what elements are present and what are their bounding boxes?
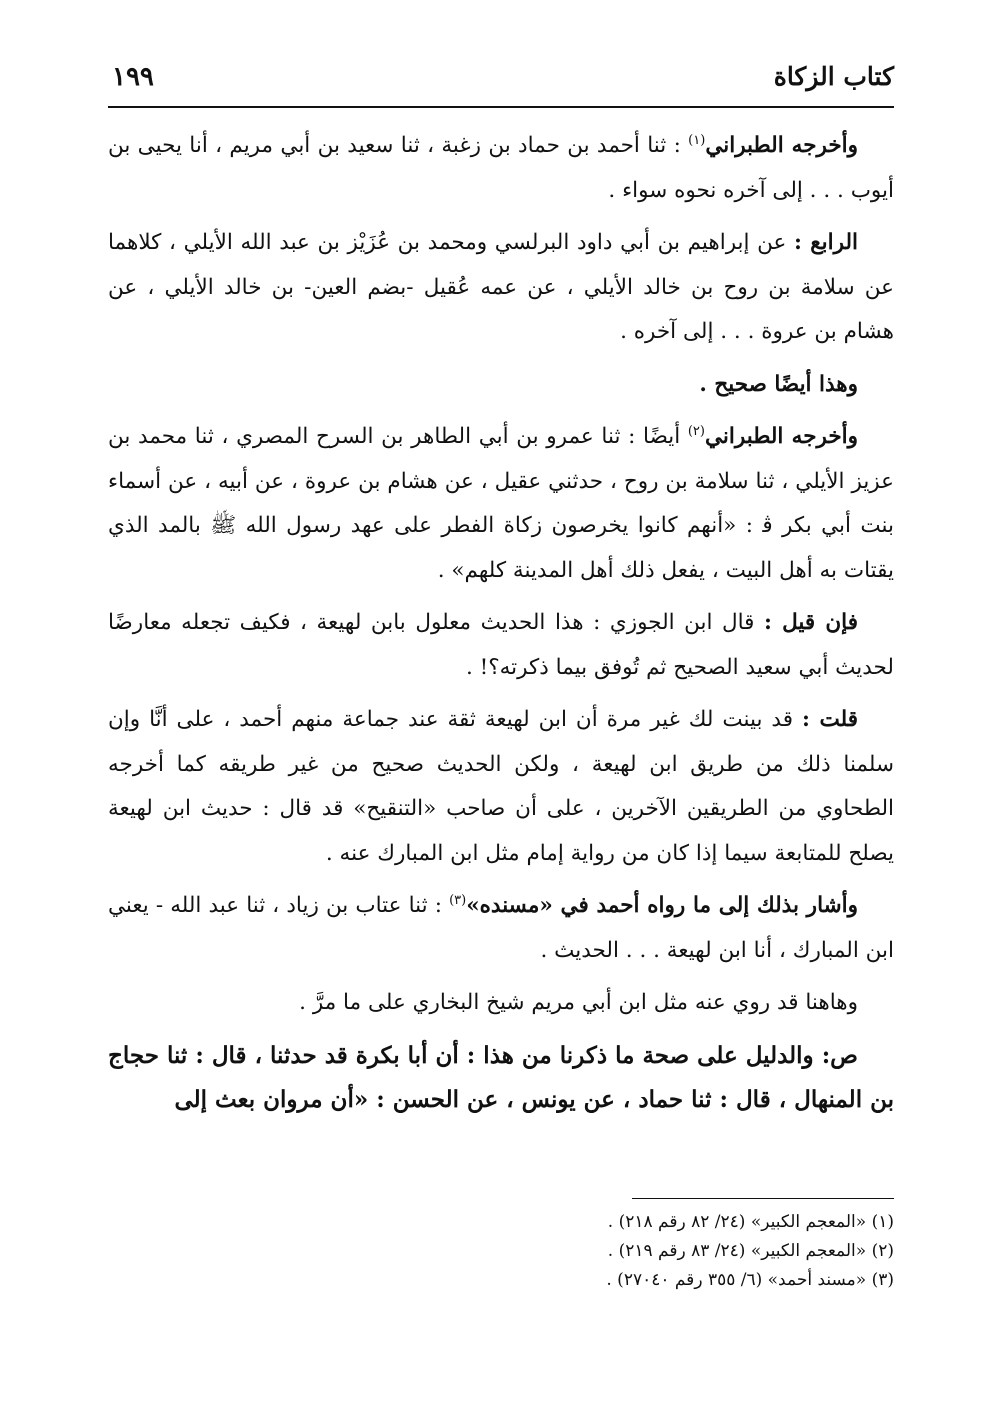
footnote-3: (٣) «مسند أحمد» (٦/ ٣٥٥ رقم ٢٧٠٤٠) .: [606, 1270, 894, 1290]
paragraph-text: قد بينت لك غير مرة أن ابن لهيعة ثقة عند جماعة منهم أحمد ، على أنَّا وإن سلمنا ذلك من طريق ابن لهيعة ، ولكن الحديث صحيح من غير طريقه كما أخرجه الطحاوي من الطريقين الآخرين ، على أن صاحب «التنقيح» قد قال : حديث ابن لهيعة يصلح للمتابعة سيما إذا كان من رواية إمام مثل ابن المبارك عنه .: [108, 707, 894, 866]
paragraph-text: : ثنا عتاب بن زياد ، ثنا عبد الله - يعني ابن المبارك ، أنا ابن لهيعة . . . الحديث .: [108, 893, 894, 963]
paragraph-5: [108, 601, 894, 690]
paragraph-text: وهاهنا قد روي عنه مثل ابن أبي مريم شيخ البخاري على ما مرَّ .: [299, 990, 858, 1015]
paragraph-text: قال ابن الجوزي : هذا الحديث معلول بابن لهيعة ، فكيف تجعله معارضًا لحديث أبي سعيد الصحيح ثم تُوفق بيما ذكرته؟! .: [108, 610, 894, 680]
running-header: [112, 62, 894, 102]
paragraph-4: [108, 415, 894, 593]
paragraph-lead: قلت :: [801, 707, 858, 732]
paragraph-lead: وأخرجه الطبراني: [705, 133, 859, 158]
paragraph-1: [108, 124, 894, 213]
paragraph-7: [108, 884, 894, 973]
footnote-divider: [632, 1198, 894, 1199]
paragraph-lead: فإن قيل :: [764, 610, 858, 635]
paragraph-text: أيضًا : ثنا عمرو بن أبي الطاهر بن السرح المصري ، ثنا محمد بن عزيز الأيلي ، ثنا سلامة بن روح ، حدثني عقيل ، عن هشام بن عروة ، عن أبيه ، عن أسماء بنت أبي بكر ﭬ : «أنهم كانوا يخرصون زكاة الفطر على عهد رسول الله ﷺ بالمد الذي يقتات به أهل البيت ، يفعل ذلك أهل المدينة كلهم» .: [108, 424, 894, 583]
paragraph-text: : ثنا أحمد بن حماد بن زغبة ، ثنا سعيد بن أبي مريم ، أنا يحيى بن أيوب . . . إلى آخره نحوه سواء .: [108, 133, 894, 203]
paragraph-6: [108, 698, 894, 876]
paragraph-text: عن إبراهيم بن أبي داود البرلسي ومحمد بن عُزَيْز بن عبد الله الأيلي ، كلاهما عن سلامة بن روح بن خالد الأيلي ، عن عمه عُقيل -بضم العين- بن خالد الأيلي ، عن هشام بن عروة . . . إلى آخره .: [108, 230, 894, 344]
page-number: ١٩٩: [112, 62, 154, 92]
footnotes: [108, 1208, 894, 1295]
footnote-2: (٢) «المعجم الكبير» (٢٤/ ٨٣ رقم ٢١٩) .: [607, 1241, 894, 1261]
paragraph-lead: الرابع :: [793, 230, 858, 255]
paragraph-8: [108, 981, 894, 1026]
paragraph-lead: وأشار بذلك إلى ما رواه أحمد في «مسنده»: [466, 893, 858, 918]
footnote-1: (١) «المعجم الكبير» (٢٤/ ٨٢ رقم ٢١٨) .: [607, 1212, 894, 1232]
paragraph-text: وهذا أيضًا صحيح .: [699, 371, 858, 397]
header-divider: [108, 106, 894, 108]
footnote-ref: (٢): [687, 423, 705, 439]
paragraph-lead: وأخرجه الطبراني: [704, 424, 858, 449]
book-title: كتاب الزكاة: [773, 62, 894, 91]
footnote-ref: (١): [688, 132, 706, 148]
paragraph-9: [108, 1034, 894, 1123]
footnote-ref: (٣): [449, 892, 467, 908]
paragraph-3: [108, 363, 894, 408]
main-text: [108, 124, 894, 1131]
paragraph-2: [108, 221, 894, 355]
paragraph-text: ص: والدليل على صحة ما ذكرنا من هذا : أن أبا بكرة قد حدثنا ، قال : ثنا حجاج بن المنهال ، قال : ثنا حماد ، عن يونس ، عن الحسن : «أن مروان بعث إلى: [108, 1041, 894, 1113]
